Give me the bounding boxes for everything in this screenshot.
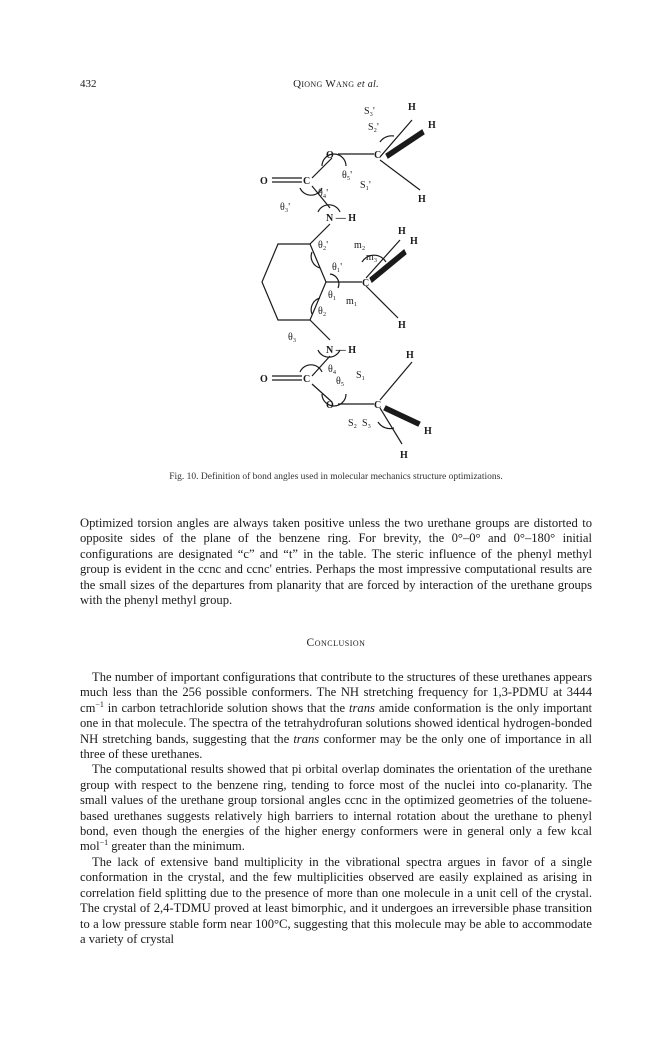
figure-caption: Fig. 10. Definition of bond angles used in molecular mechanics structure optimizations. — [169, 472, 503, 482]
bond-ring-n-bottom — [310, 320, 330, 340]
label-s3p: S₃' — [364, 106, 375, 117]
paragraph-1: Optimized torsion angles are always taken positive unless the two urethane groups are distorted to opposite sides of the plane of the benzene ring. For brevity, the 0°–0° and 0°–180° initial configurations are designated “c” and “t” in the table. The steric influence of the phenyl methyl group is evident in the ccnc and ccnc' entries. Perhaps the most impressive computational results are the small sizes of the departures from planarity that are forced by interaction of the urethane groups with the phenyl methyl group. — [80, 516, 592, 608]
c1-text-b: in carbon tetrachloride solution shows that the — [103, 700, 350, 715]
molecule-figure — [0, 92, 672, 467]
running-head — [0, 78, 672, 90]
c1-text-a: The number of important configurations that contribute to the structures of these urethanes appears much less than the 256 possible conformers. The NH stretching frequency for 1,3-PDMU at 3444 cm — [80, 670, 592, 715]
label-h-methyl2: H — [410, 236, 418, 247]
section-heading-conclusion: Conclusion — [306, 637, 366, 649]
label-h-bottom1: H — [406, 350, 414, 361]
bond-c-h-bottom1 — [380, 362, 412, 400]
label-o-carbonyl-top: O — [260, 176, 268, 187]
running-head-et-al: et al. — [357, 79, 379, 90]
c2-superscript: −1 — [99, 838, 109, 848]
label-c-carbonyl-bottom: C — [303, 374, 311, 385]
c1-trans-2: trans — [293, 731, 320, 746]
arc-theta1p — [330, 274, 339, 288]
conclusion-paragraph-3: The lack of extensive band multiplicity in the vibrational spectra argues in favor of a single conformation in the crystal, and the few multiplicities observed are easily explained as arising in correlation field splitting due to the presence of more than one molecule in a unit cell of the crystal. The crystal of 2,4-TDMU proved at least bimorphic, and it undergoes an irreversible phase transition to a low pressure stable form near 100°C, suggesting that this molecule may be able to accommodate a variety of crystal — [80, 854, 592, 946]
label-h-top3: H — [418, 194, 426, 205]
figure-bonds — [262, 120, 424, 444]
page-number: 432 — [80, 78, 97, 90]
label-c-bottom: C — [374, 400, 382, 411]
c1-text-c: amide conformation is the only important one in that molecule. The spectra of the tetrahydrofuran solutions showed identical hydrogen-bonded NH stretching bands, suggesting that the — [80, 700, 592, 746]
c1-superscript: −1 — [95, 699, 104, 709]
benzene-ring — [262, 244, 326, 320]
label-theta1p: θ₁' — [332, 262, 343, 273]
label-theta5p: θ₅' — [342, 170, 353, 181]
conclusion-body — [80, 670, 592, 947]
conclusion-paragraph-1 — [80, 670, 592, 762]
label-h-top1: H — [408, 102, 416, 113]
label-theta3p: θ₃' — [280, 202, 291, 213]
label-c-carbonyl-top: C — [303, 176, 311, 187]
c1-text-d: conformer may be the only one of importance in all three of these urethanes. — [80, 731, 593, 762]
label-o-bottom: O — [326, 400, 334, 411]
label-h-methyl3: H — [398, 320, 406, 331]
label-s3: S₃ — [362, 418, 372, 429]
label-o-carbonyl-bottom: O — [260, 374, 268, 385]
label-theta3: θ₃ — [288, 332, 297, 343]
body-paragraph-torsion — [80, 516, 592, 608]
running-head-author: Qiong Wang — [293, 78, 355, 90]
label-m1: m₁ — [346, 296, 358, 307]
label-h-methyl1: H — [398, 226, 406, 237]
c2-text-a: The computational results showed that pi orbital overlap dominates the orientation of the urethane group with respect to the benzene ring, tending to force most of the nuclei into co-planarity. The small values of the urethane group torsional angles ccnc in the optimized geometries of the toluene-based urethanes suggests relatively high barriers to internal rotation about the urethane to phenyl bond, even though the energies of the higher energy conformers were in general only a few kcal mol — [80, 762, 592, 854]
label-s1: S₁ — [356, 370, 366, 381]
label-s2: S₂ — [348, 418, 358, 429]
label-nh-top: N — H — [326, 213, 356, 224]
label-s2p: S₂' — [368, 122, 379, 133]
label-c-top: C — [374, 150, 382, 161]
arc-s3p — [380, 136, 394, 142]
label-theta2: θ₂ — [318, 306, 327, 317]
label-h-top2: H — [428, 120, 436, 131]
label-h-bottom2: H — [424, 426, 432, 437]
label-theta4: θ₄ — [328, 364, 337, 375]
label-s1p: S₁' — [360, 180, 371, 191]
bond-c-h-top3 — [380, 160, 420, 190]
label-theta5: θ₅ — [336, 376, 345, 387]
label-theta4p: θ₄' — [318, 188, 329, 199]
c2-text-b: greater than the minimum. — [108, 839, 245, 854]
c1-trans-1: trans — [349, 700, 375, 715]
label-o-top: O — [326, 150, 334, 161]
label-c-methyl: C — [362, 278, 370, 289]
label-theta1: θ₁ — [328, 290, 337, 301]
label-m3: m₃ — [366, 252, 378, 263]
bond-o-c-top — [312, 158, 332, 178]
label-theta2p: θ₂' — [318, 240, 329, 251]
label-nh-bottom: N — H — [326, 345, 356, 356]
bond-methyl-h3 — [366, 286, 398, 318]
label-h-bottom3: H — [400, 450, 408, 461]
conclusion-paragraph-2 — [80, 762, 592, 854]
label-m2: m₂ — [354, 240, 366, 251]
